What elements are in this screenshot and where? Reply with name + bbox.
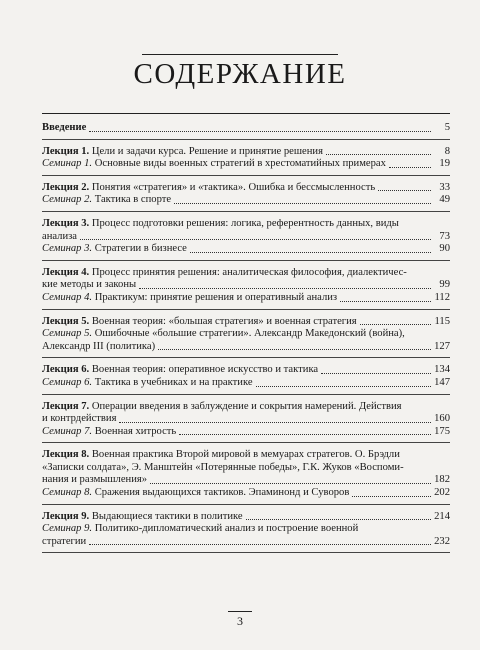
toc-group-6 bbox=[42, 358, 450, 394]
toc-page-number: 90 bbox=[439, 243, 450, 255]
lecture-title: Операции введения в заблуждение и сокрытия намерений. Действия bbox=[91, 400, 402, 412]
seminar-label: Семинар 3. bbox=[42, 243, 93, 255]
leader-dots bbox=[340, 300, 431, 302]
lecture-title: Военная практика Второй мировой в мемуарах стратегов. О. Брэдли bbox=[91, 449, 400, 461]
toc-page-number: 8 bbox=[444, 145, 450, 157]
toc-entry-seminar-9 bbox=[42, 536, 450, 549]
seminar-title-cont: стратегии bbox=[42, 535, 87, 547]
seminar-title: Стратегии в бизнесе bbox=[94, 243, 187, 255]
toc-page-number: 202 bbox=[434, 487, 450, 499]
leader-dots bbox=[378, 189, 431, 191]
seminar-label: Семинар 2. bbox=[42, 194, 93, 206]
toc-page-number: 33 bbox=[439, 181, 450, 193]
toc-page-number: 232 bbox=[434, 535, 450, 547]
toc-entry-lecture-7 bbox=[42, 413, 450, 426]
seminar-title: Практикум: принятие решения и оперативный анализ bbox=[94, 291, 338, 303]
toc-entry-lecture-4-line1 bbox=[42, 267, 450, 280]
seminar-label: Семинар 7. bbox=[42, 425, 93, 437]
lecture-title: Военная теория: «большая стратегия» и военная стратегия bbox=[91, 315, 357, 327]
toc-page-number: 182 bbox=[434, 474, 450, 486]
toc-group-3 bbox=[42, 212, 450, 261]
toc-entry-seminar-8 bbox=[42, 487, 450, 500]
toc-page-number: 49 bbox=[439, 194, 450, 206]
title-rule-bottom bbox=[42, 113, 450, 114]
lecture-label: Лекция 1. bbox=[42, 145, 90, 157]
toc-entry-lecture-3-line1 bbox=[42, 218, 450, 231]
leader-dots bbox=[150, 482, 431, 484]
toc-page-number: 175 bbox=[434, 425, 450, 437]
lecture-label: Лекция 7. bbox=[42, 400, 90, 412]
leader-dots bbox=[80, 238, 431, 240]
seminar-label: Семинар 4. bbox=[42, 291, 93, 303]
toc-entry-lecture-2 bbox=[42, 182, 450, 195]
seminar-title-cont: Александр III (политика) bbox=[42, 340, 156, 352]
toc-entry-lecture-5 bbox=[42, 316, 450, 329]
seminar-title: Сражения выдающихся тактиков. Эпаминонд и Суворов bbox=[94, 487, 350, 499]
toc-page-number: 127 bbox=[434, 340, 450, 352]
toc-entry-intro bbox=[42, 122, 450, 135]
leader-dots bbox=[246, 518, 431, 520]
leader-dots bbox=[89, 130, 431, 132]
toc-page-number: 99 bbox=[439, 279, 450, 291]
lecture-label: Лекция 9. bbox=[42, 510, 90, 522]
leader-dots bbox=[389, 166, 431, 168]
lecture-label: Лекция 2. bbox=[42, 181, 90, 193]
seminar-title: Основные виды военных стратегий в хрестоматийных примерах bbox=[94, 158, 386, 170]
lecture-title: Выдающиеся тактики в политике bbox=[91, 510, 243, 522]
toc-page-number: 19 bbox=[439, 158, 450, 170]
lecture-title-cont: нания и размышления» bbox=[42, 474, 148, 486]
toc-entry-seminar-6 bbox=[42, 377, 450, 390]
leader-dots bbox=[174, 202, 431, 204]
toc-entry-lecture-8 bbox=[42, 474, 450, 487]
toc-entry-seminar-5-line1 bbox=[42, 328, 450, 341]
toc-page-number: 5 bbox=[444, 122, 450, 133]
seminar-label: Семинар 8. bbox=[42, 487, 93, 499]
toc-page-number: 147 bbox=[434, 376, 450, 388]
toc-group-8 bbox=[42, 443, 450, 504]
toc-entry-seminar-9-line1 bbox=[42, 523, 450, 536]
toc-group-7 bbox=[42, 395, 450, 444]
lecture-label: Лекция 5. bbox=[42, 315, 90, 327]
lecture-title-cont: анализа bbox=[42, 230, 78, 242]
seminar-title: Тактика в учебниках и на практике bbox=[94, 376, 253, 388]
leader-dots bbox=[321, 372, 431, 374]
table-of-contents bbox=[42, 120, 450, 553]
toc-group-9 bbox=[42, 505, 450, 554]
toc-entry-lecture-8-line1 bbox=[42, 449, 450, 462]
lecture-label: Лекция 3. bbox=[42, 217, 90, 229]
toc-page-number: 115 bbox=[434, 315, 450, 327]
toc-entry-lecture-1 bbox=[42, 146, 450, 159]
toc-group-4 bbox=[42, 261, 450, 310]
lecture-title: Цели и задачи курса. Решение и принятие решения bbox=[91, 145, 323, 157]
toc-entry-seminar-3 bbox=[42, 243, 450, 256]
lecture-label: Лекция 4. bbox=[42, 266, 90, 278]
lecture-title: Процесс принятия решения: аналитическая философия, диалектичес- bbox=[91, 266, 407, 278]
seminar-title: Военная хитрость bbox=[94, 425, 177, 437]
toc-group-2 bbox=[42, 176, 450, 212]
seminar-label: Семинар 5. bbox=[42, 328, 93, 340]
lecture-title: Процесс подготовки решения: логика, референтность данных, виды bbox=[91, 217, 399, 229]
toc-entry-lecture-3 bbox=[42, 231, 450, 244]
lecture-title: Военная теория: оперативное искусство и тактика bbox=[91, 364, 319, 376]
leader-dots bbox=[360, 323, 431, 325]
toc-group-intro bbox=[42, 120, 450, 140]
footer-rule bbox=[228, 611, 252, 612]
toc-entry-seminar-1 bbox=[42, 158, 450, 171]
toc-group-5 bbox=[42, 310, 450, 359]
toc-entry-lecture-9 bbox=[42, 511, 450, 524]
toc-entry-seminar-2 bbox=[42, 194, 450, 207]
toc-page-number: 134 bbox=[434, 364, 450, 376]
seminar-label: Семинар 1. bbox=[42, 158, 93, 170]
seminar-label: Семинар 9. bbox=[42, 523, 93, 535]
toc-page-number: 112 bbox=[434, 291, 450, 303]
seminar-title: Политико-дипломатический анализ и построение военной bbox=[94, 523, 359, 535]
leader-dots bbox=[158, 348, 431, 350]
toc-page-number: 160 bbox=[434, 413, 450, 425]
toc-entry-seminar-5 bbox=[42, 341, 450, 354]
toc-group-1 bbox=[42, 140, 450, 176]
leader-dots bbox=[119, 421, 431, 423]
seminar-title: Тактика в спорте bbox=[94, 194, 172, 206]
toc-entry-lecture-7-line1 bbox=[42, 401, 450, 414]
lecture-label: Лекция 8. bbox=[42, 449, 90, 461]
lecture-label: Лекция 6. bbox=[42, 364, 90, 376]
toc-entry-lecture-8-line2: «Записки солдата», Э. Манштейн «Потерянные победы», Г.К. Жуков «Воспоми- bbox=[42, 461, 404, 473]
leader-dots bbox=[326, 153, 431, 155]
title-rule-top bbox=[142, 54, 338, 55]
toc-entry-lecture-4 bbox=[42, 279, 450, 292]
toc-entry-label: Введение bbox=[42, 122, 87, 133]
leader-dots bbox=[89, 543, 431, 545]
leader-dots bbox=[190, 251, 431, 253]
page-title: СОДЕРЖАНИЕ bbox=[133, 58, 347, 90]
toc-entry-seminar-7 bbox=[42, 426, 450, 439]
lecture-title-cont: кие методы и законы bbox=[42, 279, 137, 291]
toc-entry-seminar-4 bbox=[42, 292, 450, 305]
seminar-label: Семинар 6. bbox=[42, 376, 93, 388]
leader-dots bbox=[139, 287, 431, 289]
lecture-title-cont: и контрдействия bbox=[42, 413, 117, 425]
toc-entry-lecture-6 bbox=[42, 364, 450, 377]
toc-page-number: 214 bbox=[434, 510, 450, 522]
lecture-title: Понятия «стратегия» и «тактика». Ошибка и бессмысленность bbox=[91, 181, 376, 193]
page-number: 3 bbox=[237, 614, 243, 628]
seminar-title: Ошибочные «большие стратегии». Александр Македонский (война), bbox=[94, 328, 405, 340]
leader-dots bbox=[179, 433, 431, 435]
toc-page-number: 73 bbox=[439, 230, 450, 242]
leader-dots bbox=[256, 385, 431, 387]
leader-dots bbox=[352, 495, 431, 497]
